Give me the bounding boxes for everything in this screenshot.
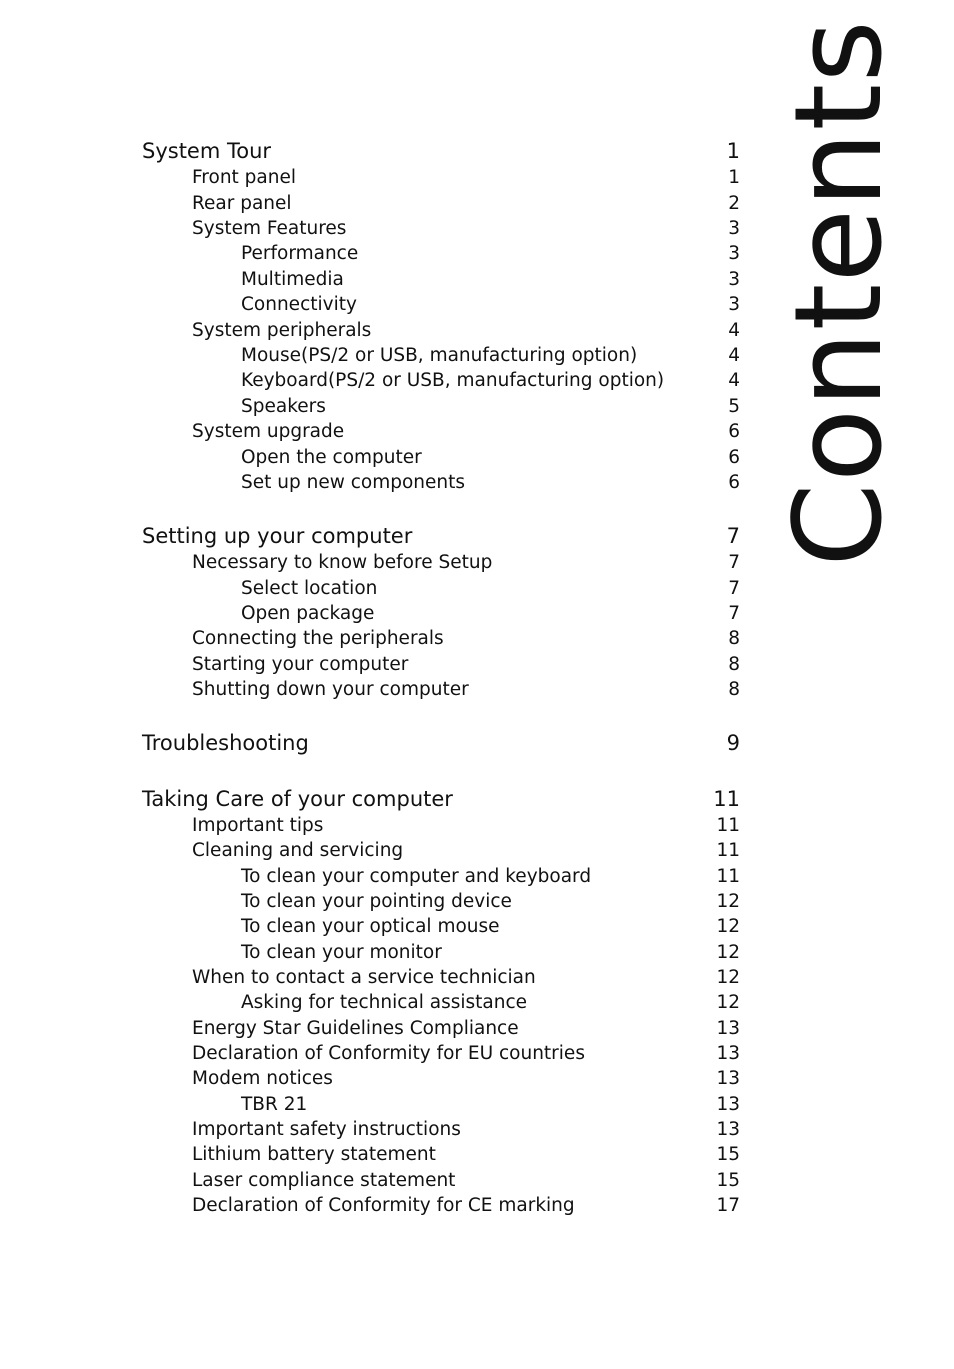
toc-entry-label: Modem notices xyxy=(192,1068,333,1089)
toc-entry-label: Starting your computer xyxy=(192,654,409,675)
toc-entry-page-number: 12 xyxy=(716,916,740,937)
toc-entry-page-number: 4 xyxy=(728,370,740,391)
toc-entry-page-number: 3 xyxy=(728,218,740,239)
toc-entry-page-number: 7 xyxy=(728,552,740,573)
toc-entry-label: Important safety instructions xyxy=(192,1119,461,1140)
toc-entry-page-number: 2 xyxy=(728,193,740,214)
toc-entry-page-number: 8 xyxy=(728,679,740,700)
toc-entry-page-number: 1 xyxy=(728,167,740,188)
toc-entry-page-number: 1 xyxy=(726,139,740,163)
toc-entry-label: Laser compliance statement xyxy=(192,1170,456,1191)
toc-entry-page-number: 12 xyxy=(716,942,740,963)
toc-entry-label: To clean your monitor xyxy=(241,942,442,963)
toc-entry-page-number: 7 xyxy=(728,603,740,624)
toc-entry-label: Declaration of Conformity for EU countries xyxy=(192,1043,585,1064)
toc-entry-page-number: 11 xyxy=(716,866,740,887)
toc-entry-page-number: 6 xyxy=(728,472,740,493)
toc-entry-page-number: 12 xyxy=(716,967,740,988)
toc-entry-label: Keyboard(PS/2 or USB, manufacturing option) xyxy=(241,370,665,391)
toc-entry-label: To clean your computer and keyboard xyxy=(241,866,592,887)
toc-entry-label: System Tour xyxy=(142,139,272,163)
toc-entry-page-number: 9 xyxy=(726,731,740,755)
toc-entry-page-number: 12 xyxy=(716,992,740,1013)
toc-entry-page-number: 11 xyxy=(716,815,740,836)
toc-entry-label: Lithium battery statement xyxy=(192,1144,436,1165)
toc-entry-page-number: 5 xyxy=(728,396,740,417)
toc-entry-page-number: 8 xyxy=(728,654,740,675)
toc-entry-label: Multimedia xyxy=(241,269,344,290)
toc-entry-label: When to contact a service technician xyxy=(192,967,536,988)
toc-entry-page-number: 13 xyxy=(716,1119,740,1140)
toc-entry-page-number: 11 xyxy=(713,787,740,811)
toc-entry-page-number: 8 xyxy=(728,628,740,649)
toc-entry-label: Declaration of Conformity for CE marking xyxy=(192,1195,575,1216)
toc-entry-page-number: 7 xyxy=(726,524,740,548)
toc-entry-label: Shutting down your computer xyxy=(192,679,469,700)
toc-entry-label: Open the computer xyxy=(241,447,422,468)
toc-entry-label: To clean your pointing device xyxy=(241,891,512,912)
toc-entry-page-number: 3 xyxy=(728,243,740,264)
toc-entry-label: Front panel xyxy=(192,167,296,188)
toc-entry-label: Set up new components xyxy=(241,472,466,493)
toc-entry-label: System Features xyxy=(192,218,347,239)
toc-entry-page-number: 15 xyxy=(716,1144,740,1165)
toc-entry-label: Connecting the peripherals xyxy=(192,628,444,649)
toc-entry-label: Taking Care of your computer xyxy=(142,787,453,811)
toc-entry-label: Asking for technical assistance xyxy=(241,992,528,1013)
toc-entry-label: Cleaning and servicing xyxy=(192,840,404,861)
toc-entry-page-number: 4 xyxy=(728,320,740,341)
toc-entry-page-number: 13 xyxy=(716,1043,740,1064)
toc-entry-label: System peripherals xyxy=(192,320,372,341)
toc-entry-label: Open package xyxy=(241,603,375,624)
toc-entry-label: Speakers xyxy=(241,396,326,417)
toc-entry-page-number: 12 xyxy=(716,891,740,912)
toc-entry-page-number: 11 xyxy=(716,840,740,861)
toc-entry-page-number: 6 xyxy=(728,447,740,468)
toc-entry-label: Rear panel xyxy=(192,193,292,214)
toc-entry-label: Important tips xyxy=(192,815,324,836)
toc-entry-label: Troubleshooting xyxy=(142,731,309,755)
toc-entry-label: Connectivity xyxy=(241,294,357,315)
toc-entry-label: Setting up your computer xyxy=(142,524,413,548)
toc-entry-page-number: 15 xyxy=(716,1170,740,1191)
toc-entry-label: Select location xyxy=(241,578,378,599)
toc-entry-label: Performance xyxy=(241,243,359,264)
toc-entry-page-number: 13 xyxy=(716,1018,740,1039)
toc-entry-label: System upgrade xyxy=(192,421,345,442)
toc-entry-label: TBR 21 xyxy=(241,1094,308,1115)
toc-entry-page-number: 17 xyxy=(716,1195,740,1216)
toc-entry-label: Energy Star Guidelines Compliance xyxy=(192,1018,519,1039)
toc-entry-page-number: 7 xyxy=(728,578,740,599)
toc-entry-label: Mouse(PS/2 or USB, manufacturing option) xyxy=(241,345,638,366)
toc-entry-label: To clean your optical mouse xyxy=(241,916,500,937)
toc-entry-label: Necessary to know before Setup xyxy=(192,552,493,573)
toc-entry-page-number: 13 xyxy=(716,1068,740,1089)
toc-entry-page-number: 3 xyxy=(728,294,740,315)
toc-entry-page-number: 6 xyxy=(728,421,740,442)
toc-entry-page-number: 13 xyxy=(716,1094,740,1115)
toc-entry-page-number: 4 xyxy=(728,345,740,366)
toc-entry-page-number: 3 xyxy=(728,269,740,290)
page-title: Contents xyxy=(770,19,909,567)
